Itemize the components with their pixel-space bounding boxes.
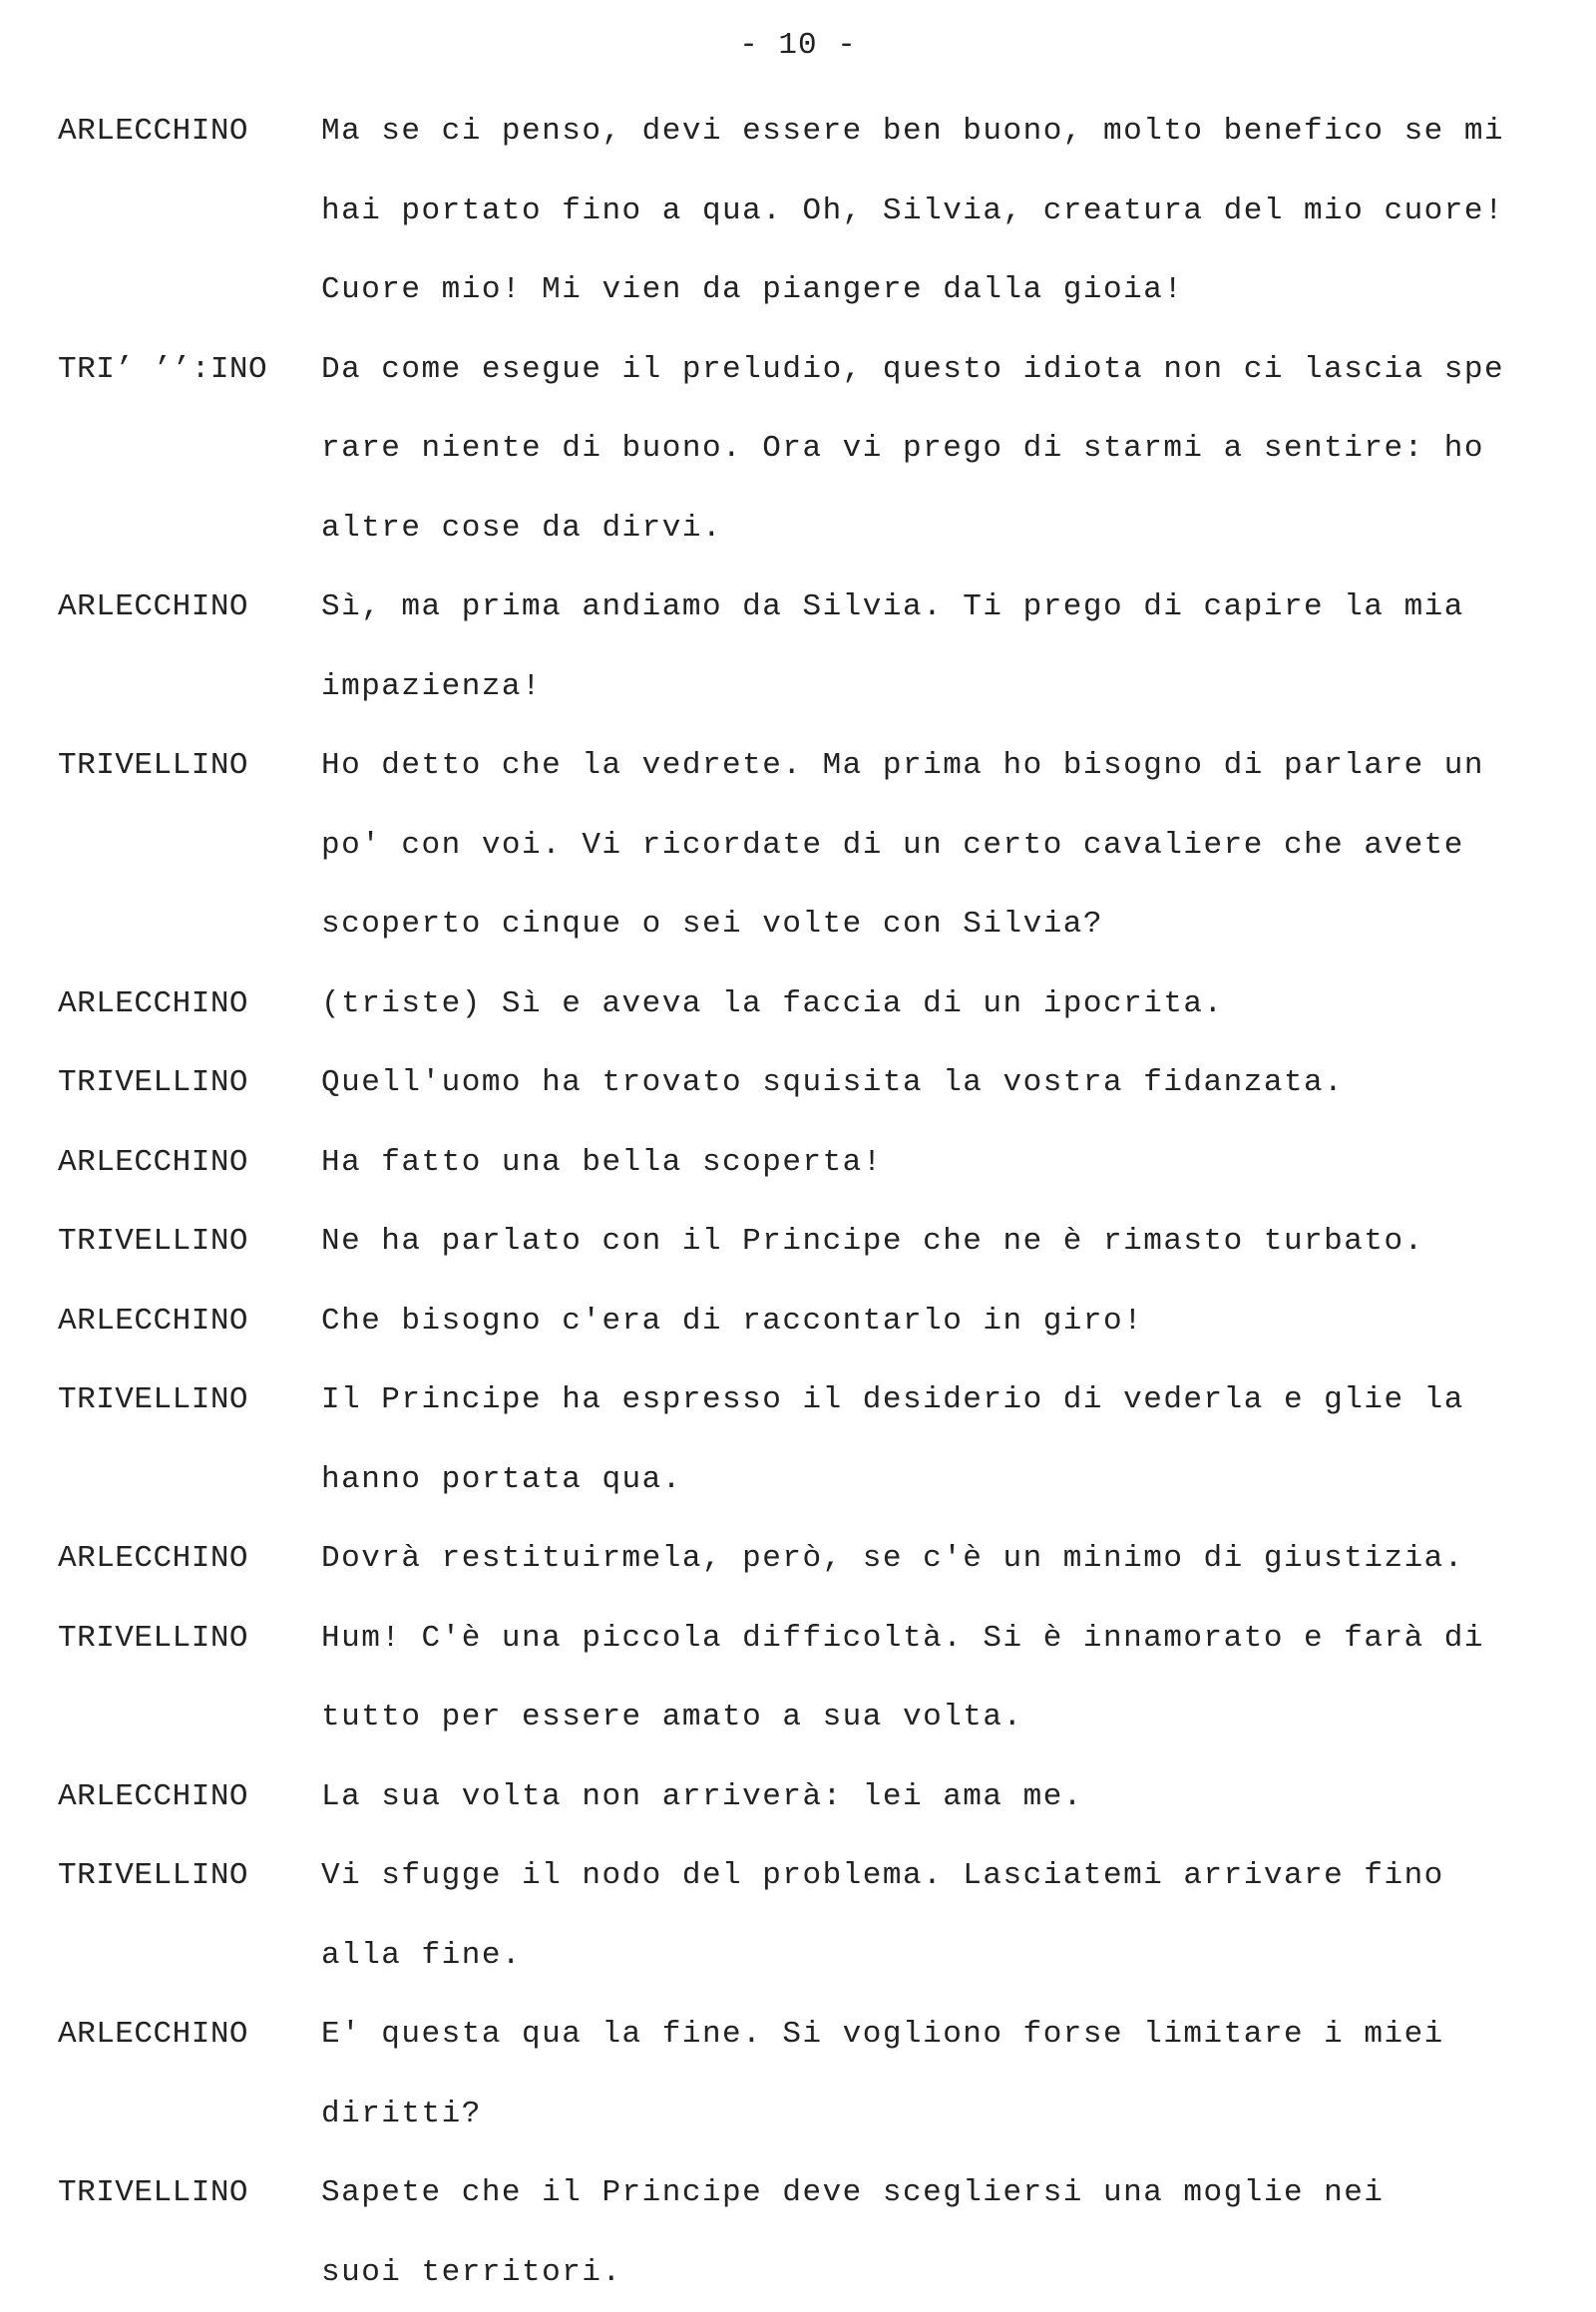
dialogue-line: Cuore mio! Mi vien da piangere dalla gioia!	[321, 250, 1536, 330]
dialogue-line: Che bisogno c'era di raccontarlo in giro!	[321, 1282, 1536, 1361]
dialogue-line: tutto per essere amato a sua volta.	[321, 1678, 1536, 1757]
speaker-name: TRIVELLINO	[58, 1043, 307, 1123]
page-number: - 10 -	[0, 28, 1596, 63]
dialogue-entry	[0, 568, 1596, 726]
dialogue-line: Dovrà restituirmela, però, se c'è un minimo di giustizia.	[321, 1519, 1536, 1599]
dialogue-line: (triste) Sì e aveva la faccia di un ipocrita.	[321, 964, 1536, 1044]
dialogue-line: Ma se ci penso, devi essere ben buono, molto benefico se mi	[321, 92, 1536, 172]
speaker-name: ARLECCHINO	[58, 1282, 307, 1361]
dialogue-line: rare niente di buono. Ora vi prego di starmi a sentire: ho	[321, 409, 1536, 489]
speaker-name: ARLECCHINO	[58, 964, 307, 1044]
dialogue-line: diritti?	[321, 2075, 1536, 2154]
dialogue-line: po' con voi. Vi ricordate di un certo cavaliere che avete	[321, 806, 1536, 886]
dialogue-line: E' questa qua la fine. Si vogliono forse limitare i miei	[321, 1995, 1536, 2075]
dialogue-line: Ne ha parlato con il Principe che ne è rimasto turbato.	[321, 1202, 1536, 1282]
dialogue-entry	[0, 1599, 1596, 1757]
dialogue-script	[0, 92, 1596, 2312]
speaker-name: TRIVELLINO	[58, 1202, 307, 1282]
dialogue-entry	[0, 726, 1596, 964]
dialogue-entry	[0, 2153, 1596, 2312]
dialogue-line: Da come esegue il preludio, questo idiota non ci lascia spe	[321, 330, 1536, 410]
dialogue-line: hanno portata qua.	[321, 1440, 1536, 1520]
dialogue-entry	[0, 1836, 1596, 1995]
dialogue-line: Vi sfugge il nodo del problema. Lasciatemi arrivare fino	[321, 1836, 1536, 1916]
speaker-name: ARLECCHINO	[58, 568, 307, 647]
dialogue-entry	[0, 1519, 1596, 1599]
speaker-name: ARLECCHINO	[58, 92, 307, 172]
dialogue-line: La sua volta non arriverà: lei ama me.	[321, 1757, 1536, 1837]
dialogue-entry	[0, 1202, 1596, 1282]
dialogue-entry	[0, 92, 1596, 330]
dialogue-line: Il Principe ha espresso il desiderio di vederla e glie la	[321, 1360, 1536, 1440]
dialogue-line: suoi territori.	[321, 2233, 1536, 2312]
dialogue-line: impazienza!	[321, 647, 1536, 727]
speaker-name: TRIVELLINO	[58, 1599, 307, 1679]
speaker-name: TRI’ ’’:INO	[58, 330, 307, 410]
dialogue-line: Quell'uomo ha trovato squisita la vostra fidanzata.	[321, 1043, 1536, 1123]
dialogue-line: scoperto cinque o sei volte con Silvia?	[321, 885, 1536, 964]
speaker-name: TRIVELLINO	[58, 1360, 307, 1440]
speaker-name: ARLECCHINO	[58, 1757, 307, 1837]
dialogue-line: Ho detto che la vedrete. Ma prima ho bisogno di parlare un	[321, 726, 1536, 806]
dialogue-entry	[0, 1043, 1596, 1123]
dialogue-entry	[0, 1995, 1596, 2153]
dialogue-line: Ha fatto una bella scoperta!	[321, 1123, 1536, 1203]
dialogue-entry	[0, 1757, 1596, 1837]
dialogue-entry	[0, 1360, 1596, 1519]
speaker-name: ARLECCHINO	[58, 1123, 307, 1203]
speaker-name: ARLECCHINO	[58, 1995, 307, 2075]
speaker-name: TRIVELLINO	[58, 1836, 307, 1916]
dialogue-line: Hum! C'è una piccola difficoltà. Si è innamorato e farà di	[321, 1599, 1536, 1679]
dialogue-entry	[0, 1282, 1596, 1361]
dialogue-line: Sapete che il Principe deve scegliersi una moglie nei	[321, 2153, 1536, 2233]
dialogue-line: Sì, ma prima andiamo da Silvia. Ti prego di capire la mia	[321, 568, 1536, 647]
dialogue-entry	[0, 964, 1596, 1044]
dialogue-line: hai portato fino a qua. Oh, Silvia, creatura del mio cuore!	[321, 172, 1536, 251]
speaker-name: TRIVELLINO	[58, 726, 307, 806]
speaker-name: TRIVELLINO	[58, 2153, 307, 2233]
dialogue-entry	[0, 1123, 1596, 1203]
dialogue-line: altre cose da dirvi.	[321, 489, 1536, 569]
speaker-name: ARLECCHINO	[58, 1519, 307, 1599]
dialogue-line: alla fine.	[321, 1916, 1536, 1996]
dialogue-entry	[0, 330, 1596, 569]
